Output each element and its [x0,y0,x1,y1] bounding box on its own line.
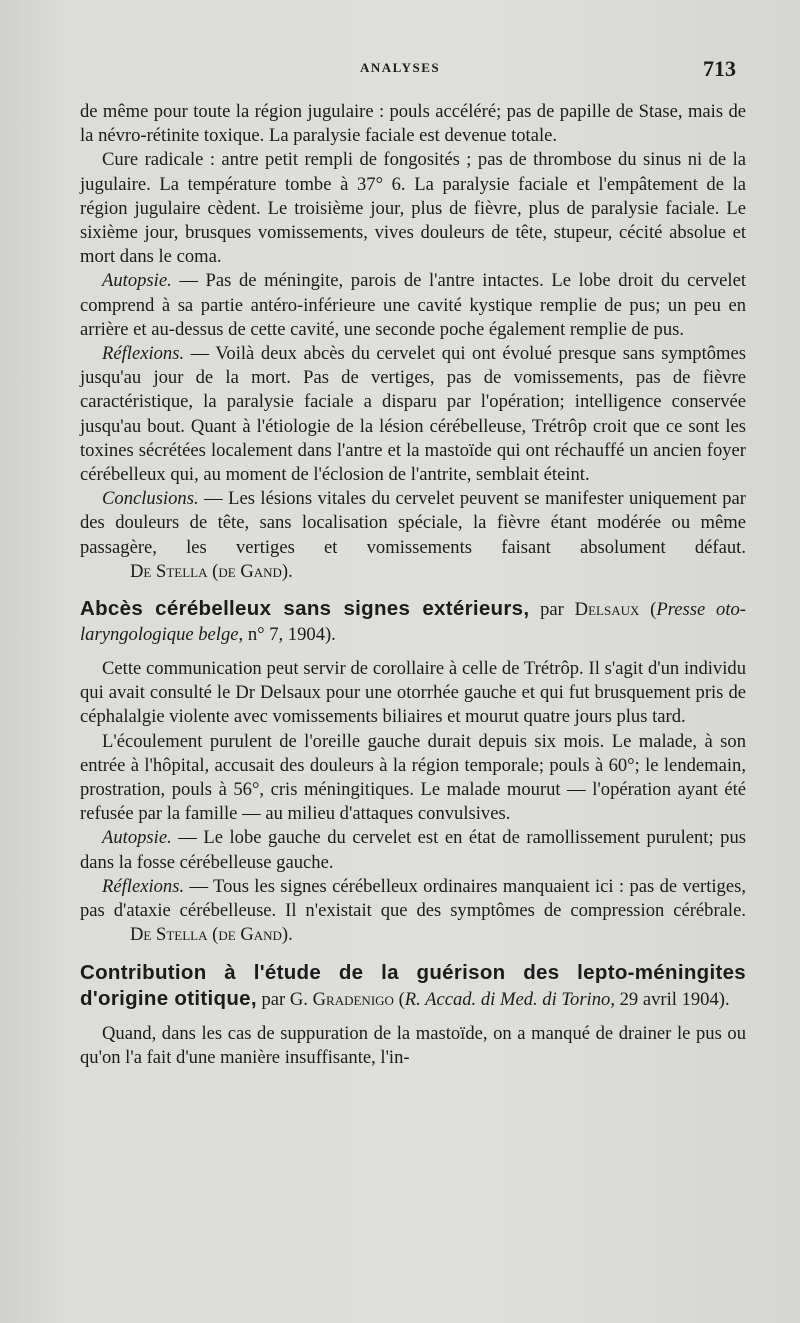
source-rest: , n° 7, 1904). [238,624,336,646]
page-number: 713 [703,56,736,81]
paragraph [80,875,746,948]
paragraph: de même pour toute la région jugulaire : pouls accéléré; pas de papille de Stase, mais de la névro-rétinite toxique. La paralysie faciale est devenue totale. [80,101,746,147]
page-body [80,100,746,1070]
source-open: ( [393,988,405,1010]
article-heading [80,960,746,1012]
signature: De Stella (de Gand). [130,924,293,946]
section-label: Réflexions. [102,343,185,365]
signature: De Stella (de Gand). [130,560,293,582]
section-label: Conclusions. [102,488,199,510]
section-label: Autopsie. [102,270,172,292]
paragraph-text: — Les lésions vitales du cervelet peuvent se manifester uniquement par des douleurs de tête, sans localisation spéciale, la fièvre étant modérée ou même passagère, les vertiges et vomissements faisant absolument défaut. [80,488,746,558]
paragraph: Cette communication peut servir de corollaire à celle de Trétrôp. Il s'agit d'un individu qui avait consulté le Dr Delsaux pour une otorrhée gauche et qui fut brusquement pris de céphalalgie violente avec vomissements biliaires et mourut quatre jours plus tard. [80,658,746,728]
paragraph: L'écoulement purulent de l'oreille gauche durait depuis six mois. Le malade, à son entrée à l'hôpital, accusait des douleurs à la région temporale; pouls à 60°; le lendemain, prostration, pouls à 56°, cris méningitiques. Le malade mourut — l'opération ayant été refusée par la famille — au milieu d'attaques convulsives. [80,730,746,825]
running-head: ANALYSES [360,60,441,75]
section-label: Réflexions. [102,875,185,897]
by-text: par [529,599,575,621]
by-text: par G. [256,988,313,1010]
author-name: Delsaux [574,599,640,621]
paragraph [80,487,746,584]
source-open: ( [650,599,657,621]
section-label: Autopsie. [102,827,172,849]
paragraph: Cure radicale : antre petit rempli de fongosités ; pas de thrombose du sinus ni de la jugulaire. La température tombe à 37° 6. La paralysie faciale et l'empâtement de la région jugulaire cèdent. Le troisième jour, plus de fièvre, plus de paralysie faciale. Le sixième jour, brusques vomissements, vives douleurs de tête, stupeur, cécité absolue et mort dans le coma. [80,149,746,268]
article-title: Abcès cérébelleux sans signes extérieurs, [80,597,530,621]
page-header [0,56,800,86]
journal-name: Presse oto-laryngologique belge [80,599,746,646]
article-title: Contribution à l'étude de la guérison des lepto-méningites d'origine otitique, [80,960,746,1010]
paragraph-text: — Le lobe gauche du cervelet est en état de ramollissement purulent; pus dans la fosse cérébelleuse gauche. [80,827,746,873]
article-heading [80,596,746,647]
source-rest: , 29 avril 1904). [610,988,730,1010]
paragraph-text: — Tous les signes cérébelleux ordinaires manquaient ici : pas de vertiges, pas d'ataxie cérébelleuse. Il n'existait que des symptômes de compression cérébrale. [80,875,746,922]
paragraph [80,342,746,487]
author-name: Gradenigo [312,988,394,1010]
paragraph: Quand, dans les cas de suppuration de la mastoïde, on a manqué de drainer le pus ou qu'on l'a fait d'une manière insuffisante, l'in- [80,1022,746,1068]
paragraph-text: — Voilà deux abcès du cervelet qui ont évolué presque sans symptômes jusqu'au jour de la mort. Pas de vertiges, pas de vomissements, pas de fièvre caractéristique, la paralysie faciale a disparu par l'opération; intelligence conservée jusqu'au bout. Quant à l'étiologie de la lésion cérébelleuse, Trétrôp croit que ce sont les toxines sécrétées localement dans l'antre et la mastoïde qui ont réchauffé un ancien foyer cérébelleux qui, au moment de l'éclosion de l'antrite, semblait éteint. [80,343,746,486]
paragraph [80,826,746,874]
journal-name: R. Accad. di Med. di Torino [404,988,611,1010]
paragraph-text: — Pas de méningite, parois de l'antre intactes. Le lobe droit du cervelet comprend à sa partie antéro-inférieure une cavité kystique remplie de pus; un peu en arrière et au-dessus de cette cavité, une seconde poche également remplie de pus. [80,270,746,340]
paragraph [80,269,746,342]
